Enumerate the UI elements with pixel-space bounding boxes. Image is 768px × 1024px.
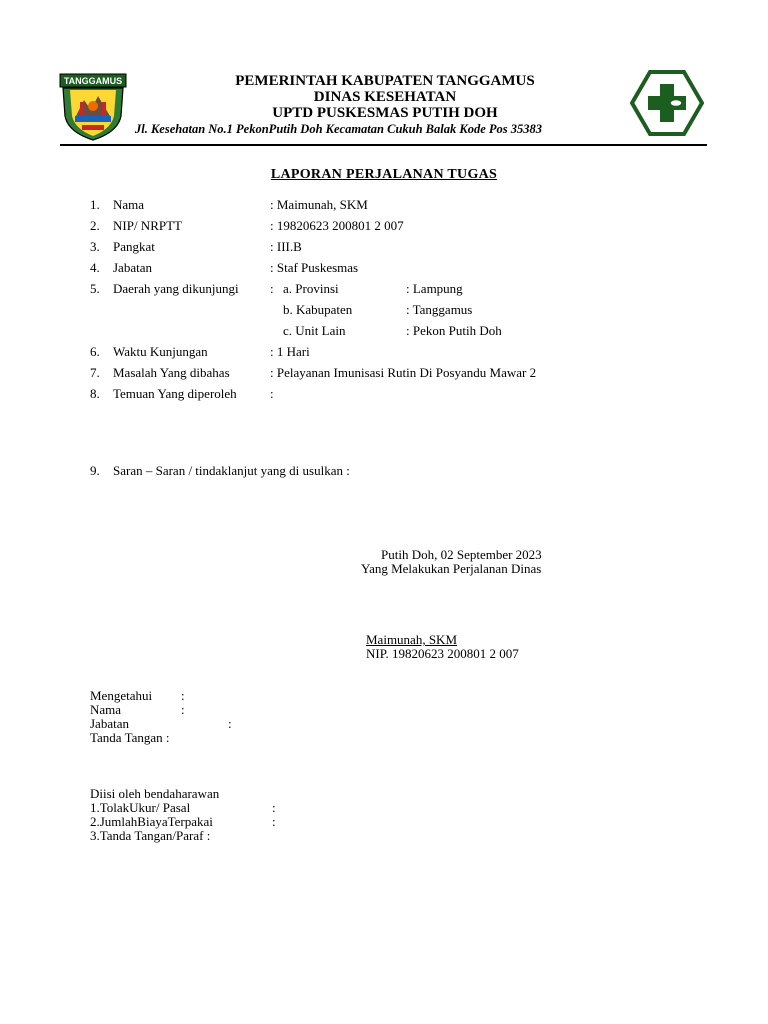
field-label-waktu: Waktu Kunjungan (113, 344, 208, 359)
letterhead-line2: DINAS KESEHATAN (313, 89, 457, 105)
mengetahui-label: Mengetahui (90, 688, 153, 703)
bendahara-heading: Diisi oleh bendaharawan (90, 786, 220, 801)
mengetahui-jabatan-label: Jabatan (90, 716, 129, 731)
field-value-nip: : 19820623 200801 2 007 (270, 218, 404, 233)
field-label-jabatan: Jabatan (113, 260, 152, 275)
field-label-nip: NIP/ NRPTT (113, 218, 182, 233)
letterhead-line1: PEMERINTAH KABUPATEN TANGGAMUS (235, 73, 535, 89)
daerah-label-kabupaten: b. Kabupaten (283, 302, 353, 317)
logo-left-text: TANGGAMUS (63, 76, 123, 86)
field-number: 2. (90, 218, 100, 233)
tanggamus-logo (58, 72, 128, 142)
field-number: 3. (90, 239, 100, 254)
mengetahui-nama-label: Nama (90, 702, 122, 717)
field-value-jabatan: : Staf Puskesmas (270, 260, 359, 275)
field-value-masalah: : Pelayanan Imunisasi Rutin Di Posyandu Mawar 2 (270, 365, 537, 380)
field-number: 4. (90, 260, 100, 275)
field-label-saran: Saran – Saran / tindaklanjut yang di usulkan : (113, 463, 350, 478)
daerah-label-unit-lain: c. Unit Lain (283, 323, 346, 338)
field-label-daerah: Daerah yang dikunjungi (113, 281, 239, 296)
letterhead-divider (60, 144, 707, 146)
field-number: 1. (90, 197, 100, 212)
bendahara-tolak-ukur-colon: : (272, 800, 276, 815)
field-label-nama: Nama (113, 197, 145, 212)
mengetahui-jabatan-colon: : (228, 716, 232, 731)
field-number: 8. (90, 386, 100, 401)
field-label-masalah: Masalah Yang dibahas (113, 365, 230, 380)
bendahara-tanda-tangan-label: 3.Tanda Tangan/Paraf : (90, 828, 211, 843)
daerah-value-unit-lain: : Pekon Putih Doh (406, 323, 502, 338)
field-number: 9. (90, 463, 100, 478)
field-number: 6. (90, 344, 100, 359)
field-value-waktu: : 1 Hari (270, 344, 310, 359)
bendahara-tolak-ukur-label: 1.TolakUkur/ Pasal (90, 800, 191, 815)
field-label-pangkat: Pangkat (113, 239, 155, 254)
signature-role: Yang Melakukan Perjalanan Dinas (361, 561, 542, 576)
bendahara-jumlah-biaya-label: 2.JumlahBiayaTerpakai (90, 814, 213, 829)
puskesmas-logo (630, 70, 704, 136)
field-label-temuan: Temuan Yang diperoleh (113, 386, 237, 401)
document-title: LAPORAN PERJALANAN TUGAS (270, 167, 498, 182)
signature-place-date: Putih Doh, 02 September 2023 (381, 547, 542, 562)
letterhead-line3: UPTD PUSKESMAS PUTIH DOH (272, 105, 498, 121)
mengetahui-colon: : (181, 688, 185, 703)
field-value-nama: : Maimunah, SKM (270, 197, 368, 212)
daerah-label-provinsi: a. Provinsi (283, 281, 339, 296)
mengetahui-nama-colon: : (181, 702, 185, 717)
field-number: 7. (90, 365, 100, 380)
field-value-pangkat: : III.B (270, 239, 302, 254)
daerah-value-provinsi: : Lampung (406, 281, 463, 296)
daerah-value-kabupaten: : Tanggamus (406, 302, 473, 317)
field-value-temuan: : (270, 386, 274, 401)
signature-nip: NIP. 19820623 200801 2 007 (366, 646, 519, 661)
mengetahui-tanda-tangan-label: Tanda Tangan : (90, 730, 170, 745)
signature-name: Maimunah, SKM (366, 632, 457, 647)
bendahara-jumlah-biaya-colon: : (272, 814, 276, 829)
field-number: 5. (90, 281, 100, 296)
letterhead-address: Jl. Kesehatan No.1 PekonPutih Doh Kecamatan Cukuh Balak Kode Pos 35383 (135, 122, 542, 136)
field-value-daerah-colon: : (270, 281, 274, 296)
